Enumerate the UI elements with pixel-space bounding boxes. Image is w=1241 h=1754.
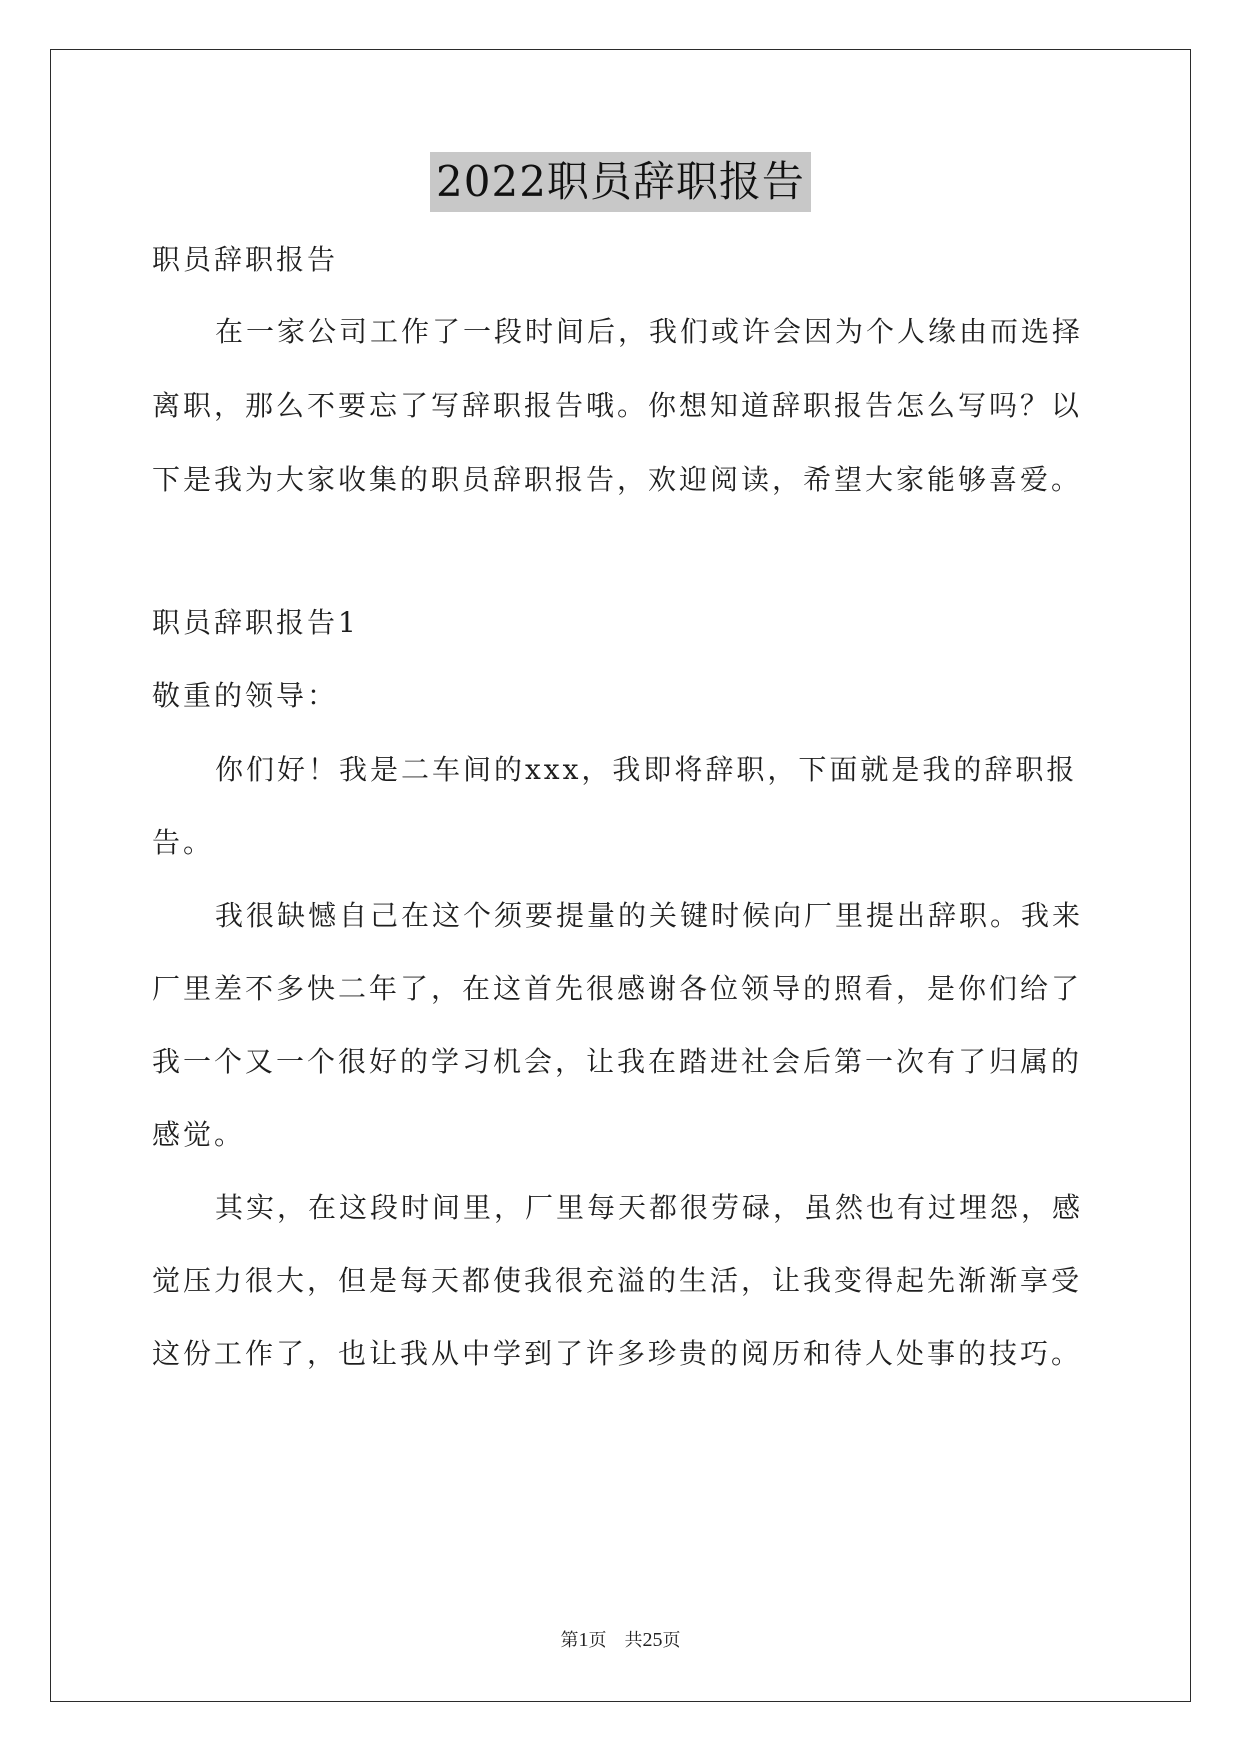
paragraph-line: 觉压力很大，但是每天都使我很充溢的生活，让我变得起先渐渐享受 (152, 1264, 1083, 1297)
page-footer (0, 1628, 1241, 1653)
page-suffix: 页 (588, 1630, 607, 1651)
page-border (50, 49, 1191, 1702)
paragraph-line: 厂里差不多快二年了，在这首先很感谢各位领导的照看，是你们给了 (152, 972, 1083, 1005)
paragraph-line: 其实，在这段时间里，厂里每天都很劳碌，虽然也有过埋怨，感 (215, 1191, 1084, 1224)
paragraph-line: 下是我为大家收集的职员辞职报告，欢迎阅读，希望大家能够喜爱。 (152, 463, 1083, 496)
page-number: 1 (578, 1629, 589, 1651)
paragraph-line: 在一家公司工作了一段时间后，我们或许会因为个人缘由而选择 (215, 315, 1084, 348)
total-pages: 25 (642, 1629, 663, 1651)
document-title: 2022职员辞职报告 (430, 152, 811, 212)
total-prefix: 共 (624, 1630, 643, 1651)
paragraph-line: 我很缺憾自己在这个须要提量的关键时候向厂里提出辞职。我来 (215, 899, 1084, 932)
salutation: 敬重的领导： (152, 679, 339, 712)
paragraph-line: 离职，那么不要忘了写辞职报告哦。你想知道辞职报告怎么写吗？以 (152, 389, 1083, 422)
paragraph-line: 感觉。 (152, 1118, 246, 1151)
paragraph-line: 这份工作了，也让我从中学到了许多珍贵的阅历和待人处事的技巧。 (152, 1337, 1083, 1370)
paragraph-line: 你们好！我是二车间的xxx，我即将辞职，下面就是我的辞职报 (215, 753, 1078, 786)
paragraph-line: 告。 (152, 826, 215, 859)
page-prefix: 第 (560, 1630, 579, 1651)
total-suffix: 页 (662, 1630, 681, 1651)
subtitle-line: 职员辞职报告 (152, 243, 339, 276)
title-container (0, 152, 1241, 212)
section-heading: 职员辞职报告1 (152, 606, 359, 639)
paragraph-line: 我一个又一个很好的学习机会，让我在踏进社会后第一次有了归属的 (152, 1045, 1083, 1078)
